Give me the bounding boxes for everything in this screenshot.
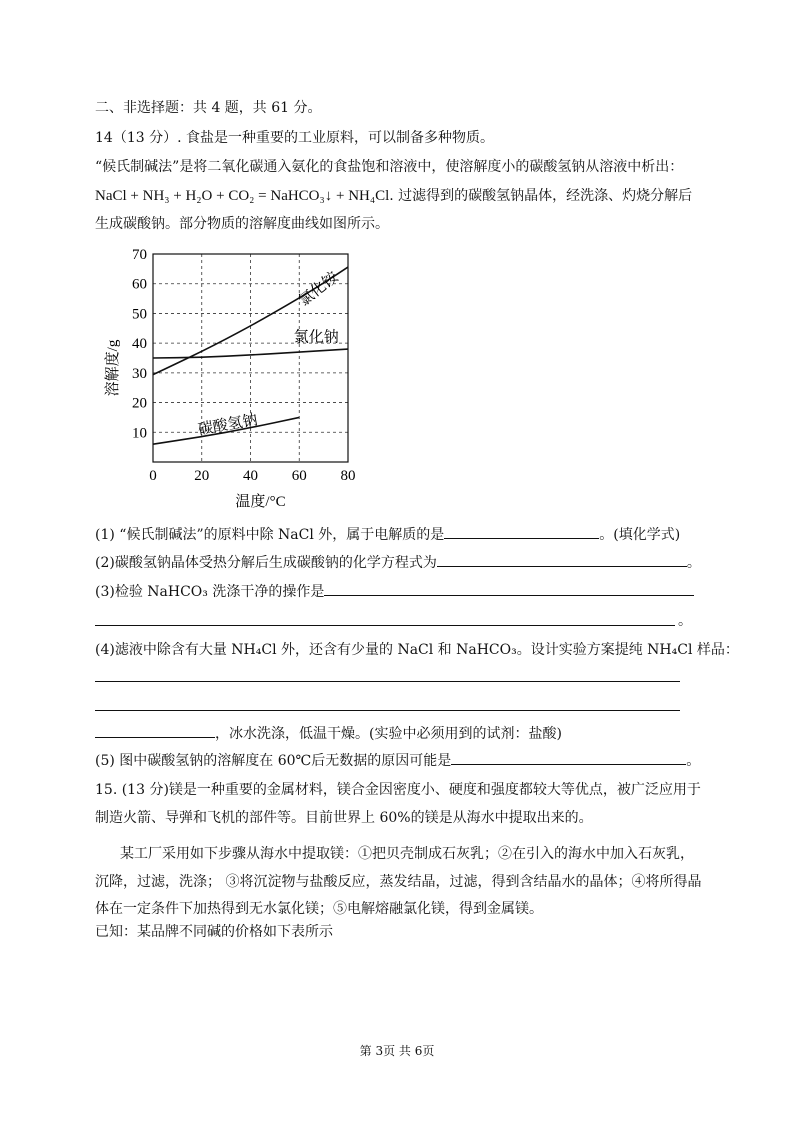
answer-blank-5[interactable]	[451, 750, 686, 765]
q14-intro-2	[95, 186, 692, 206]
series-label-1: 氯化钠	[293, 329, 339, 346]
q14-part-5-text: (5) 图中碳酸氢钠的溶解度在 60℃后无数据的原因可能是	[95, 753, 452, 769]
q15-para-2: 沉降，过滤，洗涤； ③将沉淀物与盐酸反应，蒸发结晶，过滤，得到含结晶水的晶体；④将所得晶	[95, 874, 702, 890]
q15-known: 已知：某品牌不同碱的价格如下表所示	[95, 924, 333, 940]
x-tick-label: 0	[149, 468, 157, 484]
page-footer: 第 3页 共 6页	[359, 1044, 435, 1058]
x-tick-label: 20	[194, 468, 210, 484]
x-tick-label: 60	[291, 468, 307, 484]
answer-blank-3b[interactable]	[95, 625, 675, 626]
x-tick-label: 40	[243, 468, 258, 484]
y-axis-label: 溶解度/g	[105, 339, 121, 397]
y-tick-label: 70	[132, 247, 147, 263]
q14-part-3-text: (3)检验 NaHCO₃ 洗涤干净的操作是	[95, 584, 325, 600]
answer-blank-4c[interactable]	[95, 723, 215, 738]
q14-part-5	[95, 750, 700, 771]
series-label-0: 氯化铵	[296, 269, 342, 310]
q14-part-3-tail: 。	[678, 613, 692, 629]
y-tick-label: 50	[132, 306, 147, 323]
answer-blank-4a[interactable]	[95, 681, 680, 682]
q14-intro-3: 生成碳酸钠。部分物质的溶解度曲线如图所示。	[95, 216, 389, 232]
q14-part-1-tail: 。(填化学式)	[599, 527, 681, 543]
q14-intro-1: “候氏制碱法”是将二氧化碳通入氨化的食盐饱和溶液中，使溶解度小的碳酸氢钠从溶液中析出：	[95, 159, 684, 175]
q14-part-4-tail: ，冰水洗涤，低温干燥。(实验中必须用到的试剂：盐酸)	[215, 726, 562, 742]
q15-para-3: 体在一定条件下加热得到无水氯化镁；⑤电解熔融氯化镁，得到金属镁。	[95, 901, 543, 917]
y-tick-label: 60	[132, 276, 147, 293]
x-tick-label: 80	[340, 468, 356, 484]
answer-blank-4b[interactable]	[95, 710, 680, 711]
series-label-2: 碳酸氢钠	[196, 412, 259, 439]
q14-part-5-tail: 。	[686, 753, 701, 769]
q15-line-2: 制造火箭、导弹和飞机的部件等。目前世界上 60%的镁是从海水中提取出来的。	[95, 810, 593, 826]
y-tick-label: 20	[132, 395, 147, 412]
q14-header: 14（13 分）. 食盐是一种重要的工业原料，可以制备多种物质。	[95, 130, 494, 146]
q14-part-2-text: (2)碳酸氢钠晶体受热分解后生成碳酸钠的化学方程式为	[95, 555, 437, 571]
q15-para-1: 某工厂采用如下步骤从海水中提取镁：①把贝壳制成石灰乳；②在引入的海水中加入石灰乳，	[120, 846, 694, 862]
q14-part-1	[95, 524, 680, 545]
reaction-equation: NaCl + NH₃ + H₂O + CO₂ = NaHCO₃↓ + NH₄Cl	[95, 188, 390, 204]
y-tick-label: 10	[132, 425, 147, 442]
q14-part-4-end	[95, 723, 562, 744]
answer-blank-2[interactable]	[437, 552, 687, 567]
y-tick-label: 40	[132, 336, 147, 353]
section-title: 二、非选择题：共 4 题，共 61 分。	[95, 100, 322, 116]
q14-part-2-tail: 。	[686, 555, 701, 571]
q14-part-3	[95, 581, 694, 602]
q14-part-2	[95, 552, 701, 573]
answer-blank-3a[interactable]	[324, 581, 694, 596]
q14-part-1-text: (1) “候氏制碱法”的原料中除 NaCl 外，属于电解质的是	[95, 527, 445, 543]
solubility-chart	[95, 240, 365, 510]
x-axis-label: 温度/°C	[235, 494, 286, 510]
q15-header: 15. (13 分)镁是一种重要的金属材料，镁合金因密度小、硬度和强度都较大等优点，被广泛应用于	[95, 782, 701, 798]
q14-intro-2-tail: . 过滤得到的碳酸氢钠晶体，经洗涤、灼烧分解后	[389, 188, 693, 204]
q14-part-4: (4)滤液中除含有大量 NH₄Cl 外，还含有少量的 NaCl 和 NaHCO₃。设计实验方案提纯 NH₄Cl 样品：	[95, 642, 739, 658]
y-tick-label: 30	[132, 365, 147, 382]
answer-blank-1[interactable]	[444, 524, 599, 539]
